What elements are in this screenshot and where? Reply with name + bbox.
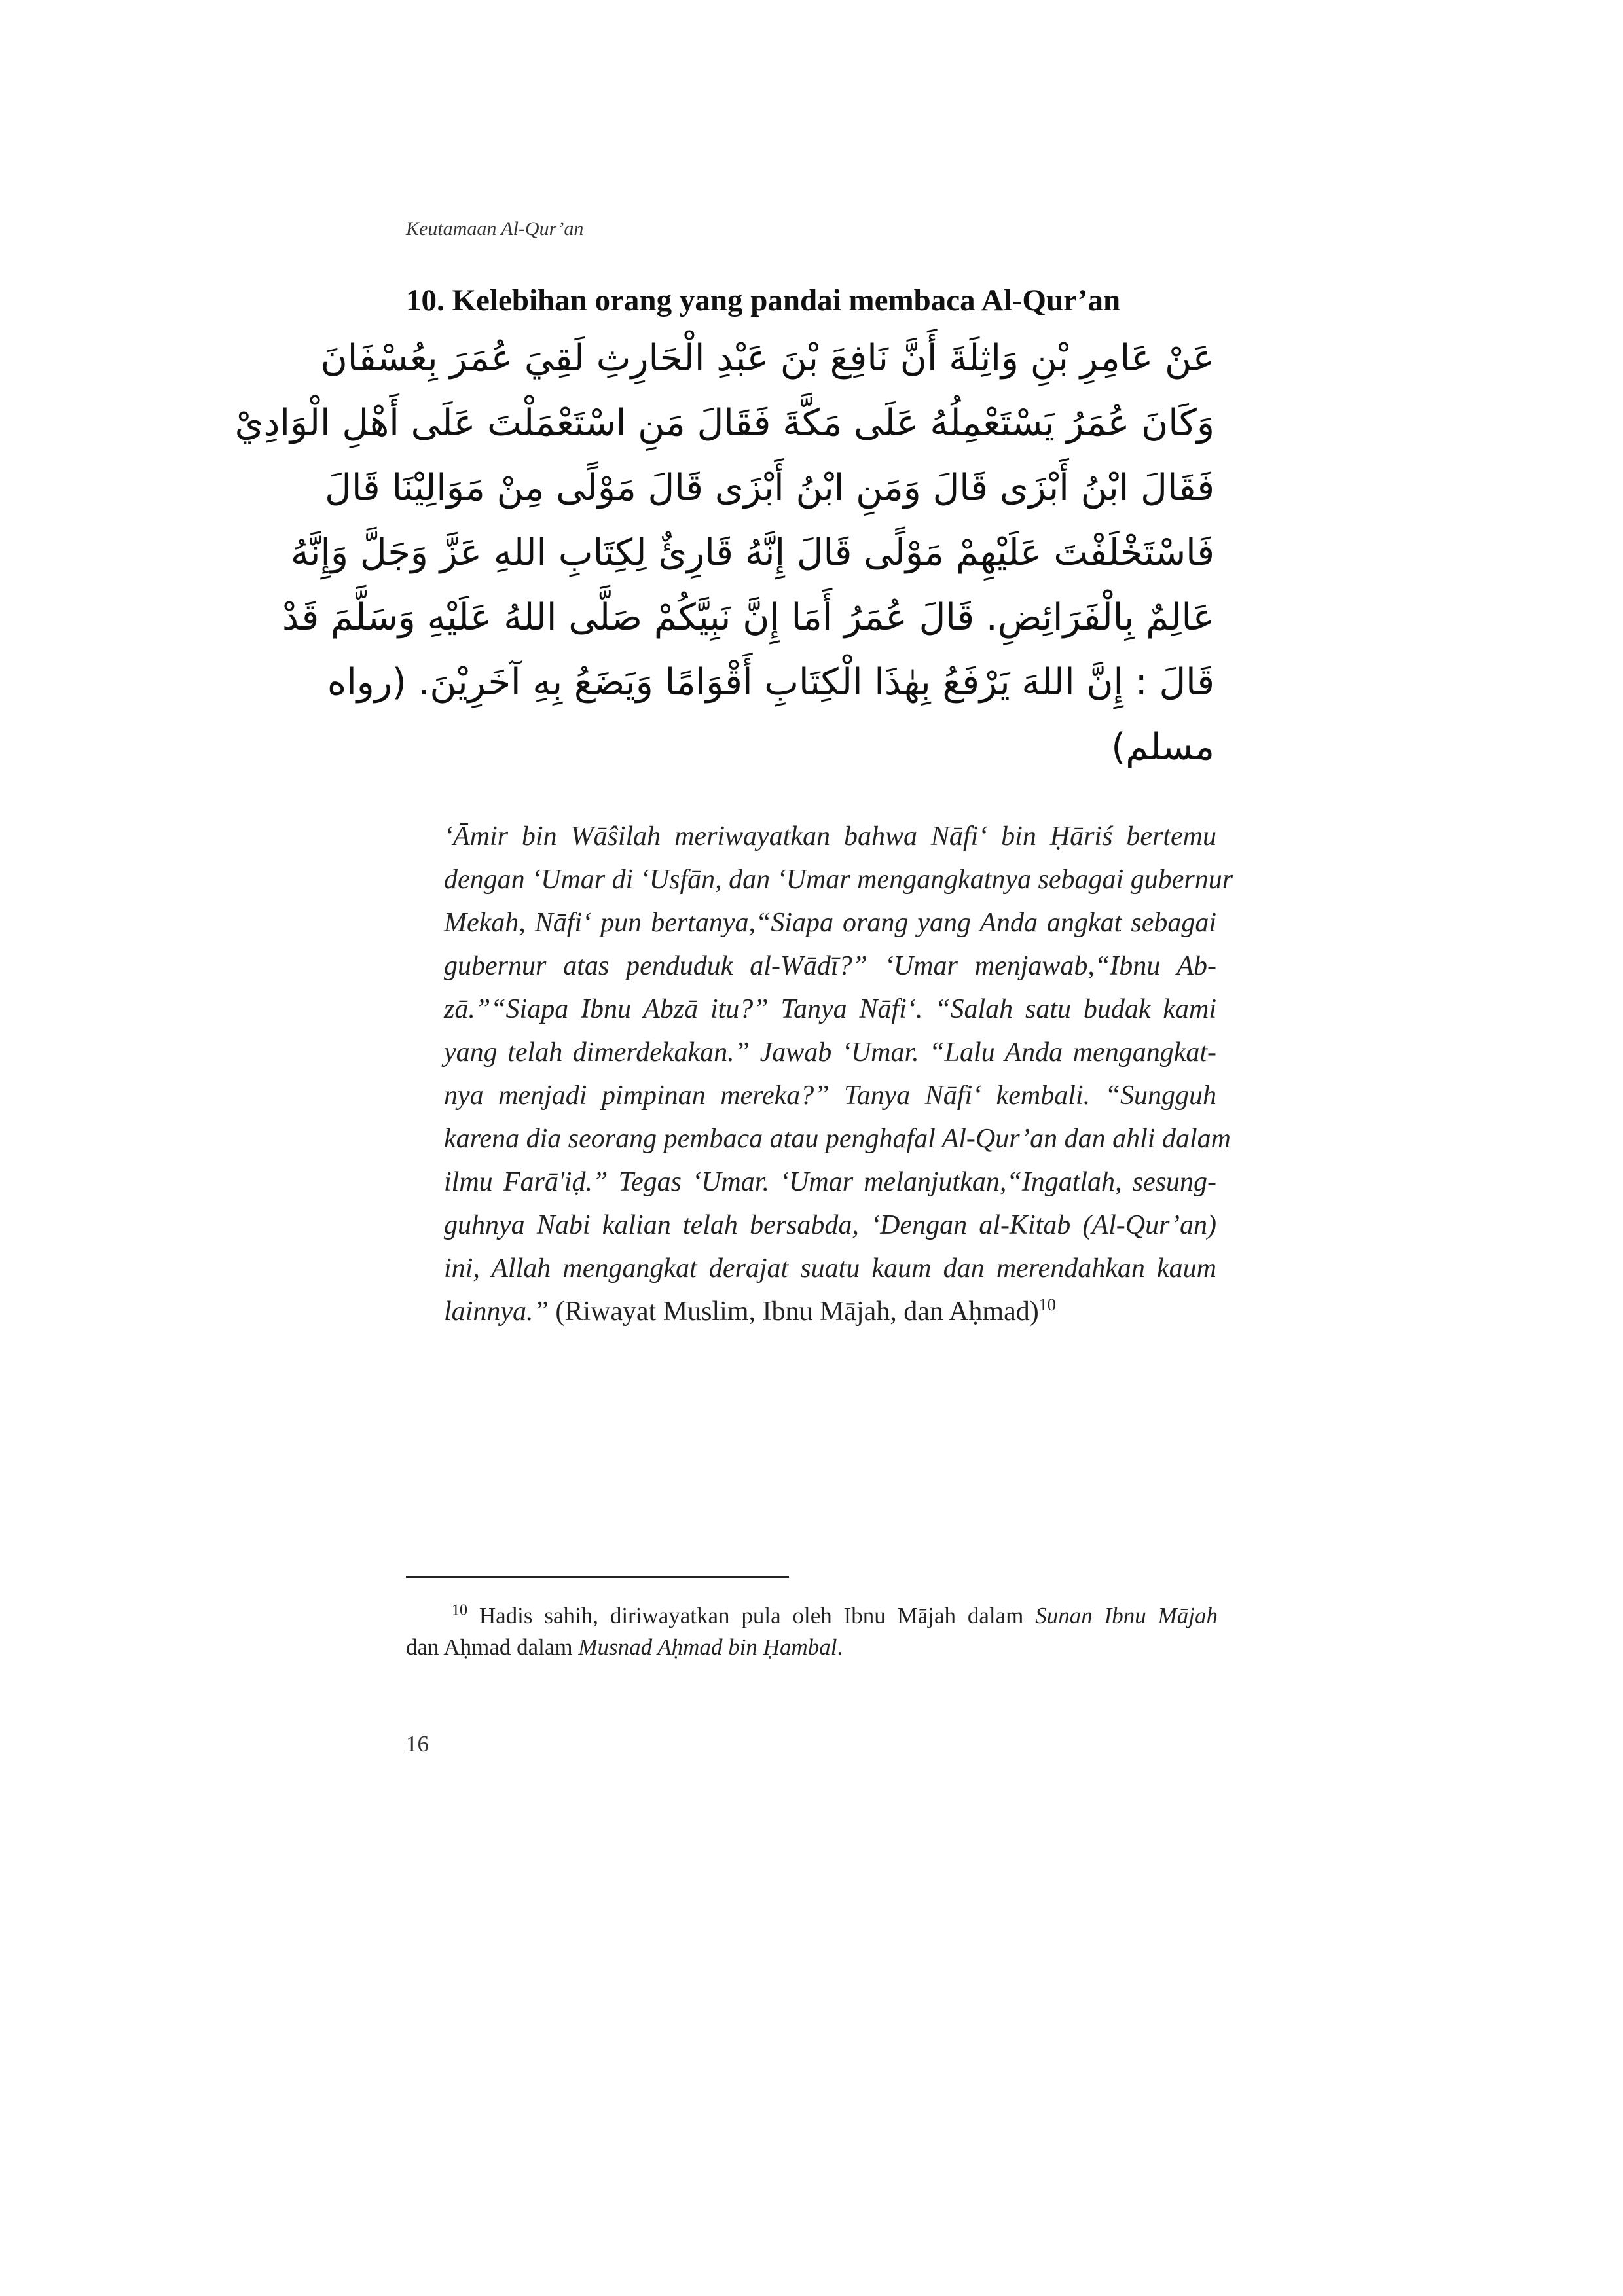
section-heading: 10. Kelebihan orang yang pandai membaca Al-Qur’an: [406, 283, 1121, 317]
hadith-translation: [444, 815, 1233, 1333]
arabic-hadith-text: [234, 326, 1214, 780]
translation-line: Mekah, Nāfi‘ pun bertanya,“Siapa orang yang Anda angkat sebagai: [444, 908, 1216, 938]
arabic-line: قَالَ : إِنَّ اللهَ يَرْفَعُ بِهٰذَا الْكِتَابِ أَقْوَامًا وَيَضَعُ بِهِ آخَرِيْنَ. (رواه: [327, 661, 1214, 704]
footnote-text: dan Aḥmad dalam: [406, 1634, 579, 1660]
arabic-line: وَكَانَ عُمَرُ يَسْتَعْمِلُهُ عَلَى مَكَّةَ فَقَالَ مَنِ اسْتَعْمَلْتَ عَلَى أَهْلِ الْوَادِيْ: [234, 402, 1214, 444]
page-number: 16: [406, 1731, 429, 1757]
translation-final-italic: lainnya.”: [444, 1297, 549, 1327]
arabic-line: فَاسْتَخْلَفْتَ عَلَيْهِمْ مَوْلًى قَالَ إِنَّهُ قَارِئٌ لِكِتَابِ اللهِ عَزَّ وَجَلَّ وَإِنَّهُ: [290, 531, 1214, 574]
translation-line: ini, Allah mengangkat derajat suatu kaum dan merendahkan kaum: [444, 1253, 1216, 1283]
footnote-text: Hadis sahih, diriwayatkan pula oleh Ibnu Mājah dalam: [467, 1603, 1036, 1628]
footnote-text: .: [837, 1634, 843, 1660]
arabic-line: عَنْ عَامِرِ بْنِ وَاثِلَةَ أَنَّ نَافِعَ بْنَ عَبْدِ الْحَارِثِ لَقِيَ عُمَرَ بِعُسْفَانَ: [320, 337, 1214, 380]
translation-line: zā.”“Siapa Ibnu Abzā itu?” Tanya Nāfi‘. “Salah satu budak kami: [444, 994, 1216, 1024]
translation-line: dengan ‘Umar di ‘Usfān, dan ‘Umar mengangkatnya sebagai gubernur: [444, 865, 1233, 895]
translation-line: nya menjadi pimpinan mereka?” Tanya Nāfi‘ kembali. “Sungguh: [444, 1081, 1216, 1111]
running-header: Keutamaan Al-Qur’an: [406, 218, 584, 240]
footnote-book-title: Sunan Ibnu Mājah: [1035, 1603, 1218, 1628]
translation-line: karena dia seorang pembaca atau penghafal Al-Qur’an dan ahli dalam: [444, 1124, 1231, 1154]
footnote-number: 10: [452, 1602, 467, 1619]
translation-line: gubernur atas penduduk al-Wādī?” ‘Umar menjawab,“Ibnu Ab-: [444, 951, 1216, 981]
translation-line: guhnya Nabi kalian telah bersabda, ‘Dengan al-Kitab (Al-Qur’an): [444, 1210, 1216, 1240]
footnote-line: [406, 1600, 1218, 1632]
hadith-source: (Riwayat Muslim, Ibnu Mājah, dan Aḥmad): [548, 1297, 1039, 1327]
translation-line: ‘Āmir bin Wāŝilah meriwayatkan bahwa Nāfi‘ bin Ḥāriś bertemu: [444, 821, 1216, 852]
footnote: [406, 1600, 1218, 1663]
arabic-line: فَقَالَ ابْنُ أَبْزَى قَالَ وَمَنِ ابْنُ أَبْزَى قَالَ مَوْلًى مِنْ مَوَالِيْنَا قَالَ: [325, 467, 1214, 509]
footnote-reference: 10: [1038, 1295, 1056, 1314]
arabic-line: عَالِمٌ بِالْفَرَائِضِ. قَالَ عُمَرُ أَمَا إِنَّ نَبِيَّكُمْ صَلَّى اللهُ عَلَيْهِ وَسَلَّمَ قَدْ: [282, 596, 1214, 639]
footnote-book-title: Musnad Aḥmad bin Ḥambal: [578, 1634, 837, 1660]
footnote-divider: [406, 1576, 789, 1578]
translation-final-line: [444, 1290, 1216, 1333]
translation-line: yang telah dimerdekakan.” Jawab ‘Umar. “Lalu Anda mengangkat-: [444, 1037, 1216, 1067]
footnote-line: [406, 1632, 1218, 1663]
translation-line: ilmu Farā'iḍ.” Tegas ‘Umar. ‘Umar melanjutkan,“Ingatlah, sesung-: [444, 1167, 1216, 1197]
arabic-line: مسلم): [1111, 726, 1214, 768]
